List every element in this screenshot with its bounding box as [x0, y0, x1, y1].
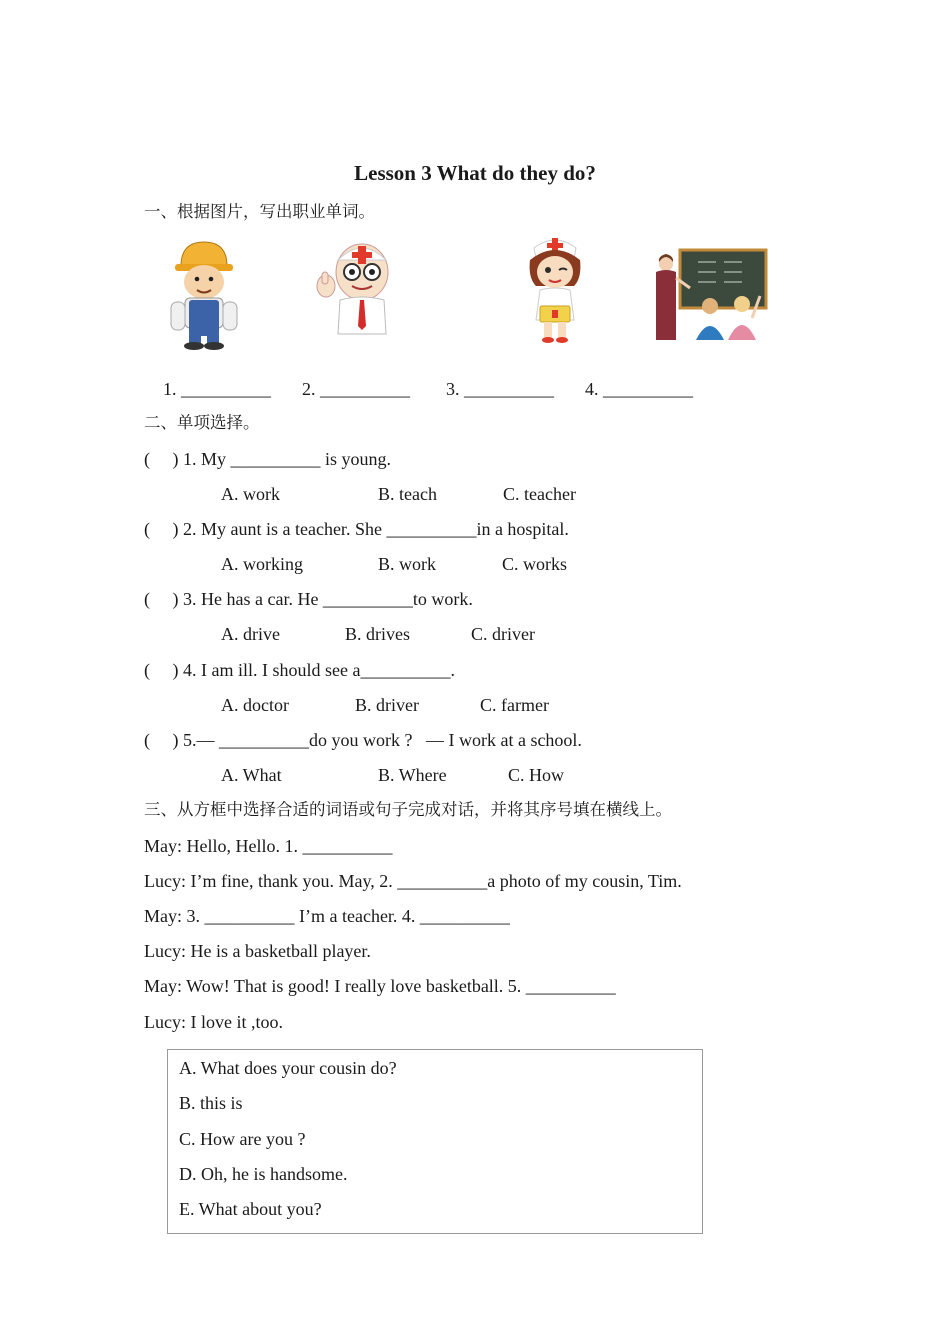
picture-blank-2[interactable]: 2. __________ [302, 379, 410, 399]
question-5-option-b[interactable]: B. Where [378, 765, 447, 785]
question-2-option-c[interactable]: C. works [502, 554, 568, 574]
question-5-stem: ( ) 5.— __________do you work ? — I work at a school. [144, 730, 582, 750]
question-2-option-a[interactable]: A. working [221, 554, 303, 574]
question-4-option-b[interactable]: B. driver [355, 695, 419, 715]
dialogue-line-4: Lucy: He is a basketball player. [144, 941, 371, 961]
question-4-option-a[interactable]: A. doctor [221, 695, 289, 715]
section-2-heading: 二、单项选择。 [144, 413, 260, 432]
page-title: Lesson 3 What do they do? [354, 161, 596, 185]
question-3-option-c[interactable]: C. driver [471, 624, 535, 644]
choice-e: E. What about you? [179, 1199, 322, 1219]
question-1-option-b[interactable]: B. teach [378, 484, 437, 504]
question-3-stem: ( ) 3. He has a car. He __________to work. [144, 589, 473, 609]
section-3-heading: 三、从方框中选择合适的词语或句子完成对话，并将其序号填在横线上。 [144, 800, 672, 819]
picture-blank-4[interactable]: 4. __________ [585, 379, 693, 399]
nurse-icon [518, 230, 592, 344]
question-1-option-c[interactable]: C. teacher [503, 484, 576, 504]
question-5-option-c[interactable]: C. How [508, 765, 565, 785]
question-5-option-a[interactable]: A. What [221, 765, 282, 785]
dialogue-line-5: May: Wow! That is good! I really love basketball. 5. __________ [144, 976, 616, 996]
answer-choices-box [167, 1049, 703, 1234]
picture-blank-3[interactable]: 3. __________ [446, 379, 554, 399]
question-3-option-a[interactable]: A. drive [221, 624, 280, 644]
choice-b: B. this is [179, 1093, 243, 1113]
question-2-stem: ( ) 2. My aunt is a teacher. She __________in a hospital. [144, 519, 569, 539]
dialogue-line-1: May: Hello, Hello. 1. __________ [144, 836, 393, 856]
section-1-heading: 一、根据图片，写出职业单词。 [144, 202, 375, 221]
teacher-icon [654, 248, 768, 340]
doctor-icon [312, 238, 406, 342]
question-1-stem: ( ) 1. My __________ is young. [144, 449, 391, 469]
choice-c: C. How are you ? [179, 1129, 306, 1149]
dialogue-line-2: Lucy: I’m fine, thank you. May, 2. __________a photo of my cousin, Tim. [144, 871, 682, 891]
picture-blank-1[interactable]: 1. __________ [163, 379, 271, 399]
dialogue-line-3: May: 3. __________ I’m a teacher. 4. __________ [144, 906, 510, 926]
question-1-option-a[interactable]: A. work [221, 484, 280, 504]
question-2-option-b[interactable]: B. work [378, 554, 436, 574]
choice-a: A. What does your cousin do? [179, 1058, 397, 1078]
question-3-option-b[interactable]: B. drives [345, 624, 410, 644]
dialogue-line-6: Lucy: I love it ,too. [144, 1012, 283, 1032]
question-4-option-c[interactable]: C. farmer [480, 695, 549, 715]
question-4-stem: ( ) 4. I am ill. I should see a__________. [144, 660, 455, 680]
choice-d: D. Oh, he is handsome. [179, 1164, 348, 1184]
worker-icon [163, 236, 245, 352]
